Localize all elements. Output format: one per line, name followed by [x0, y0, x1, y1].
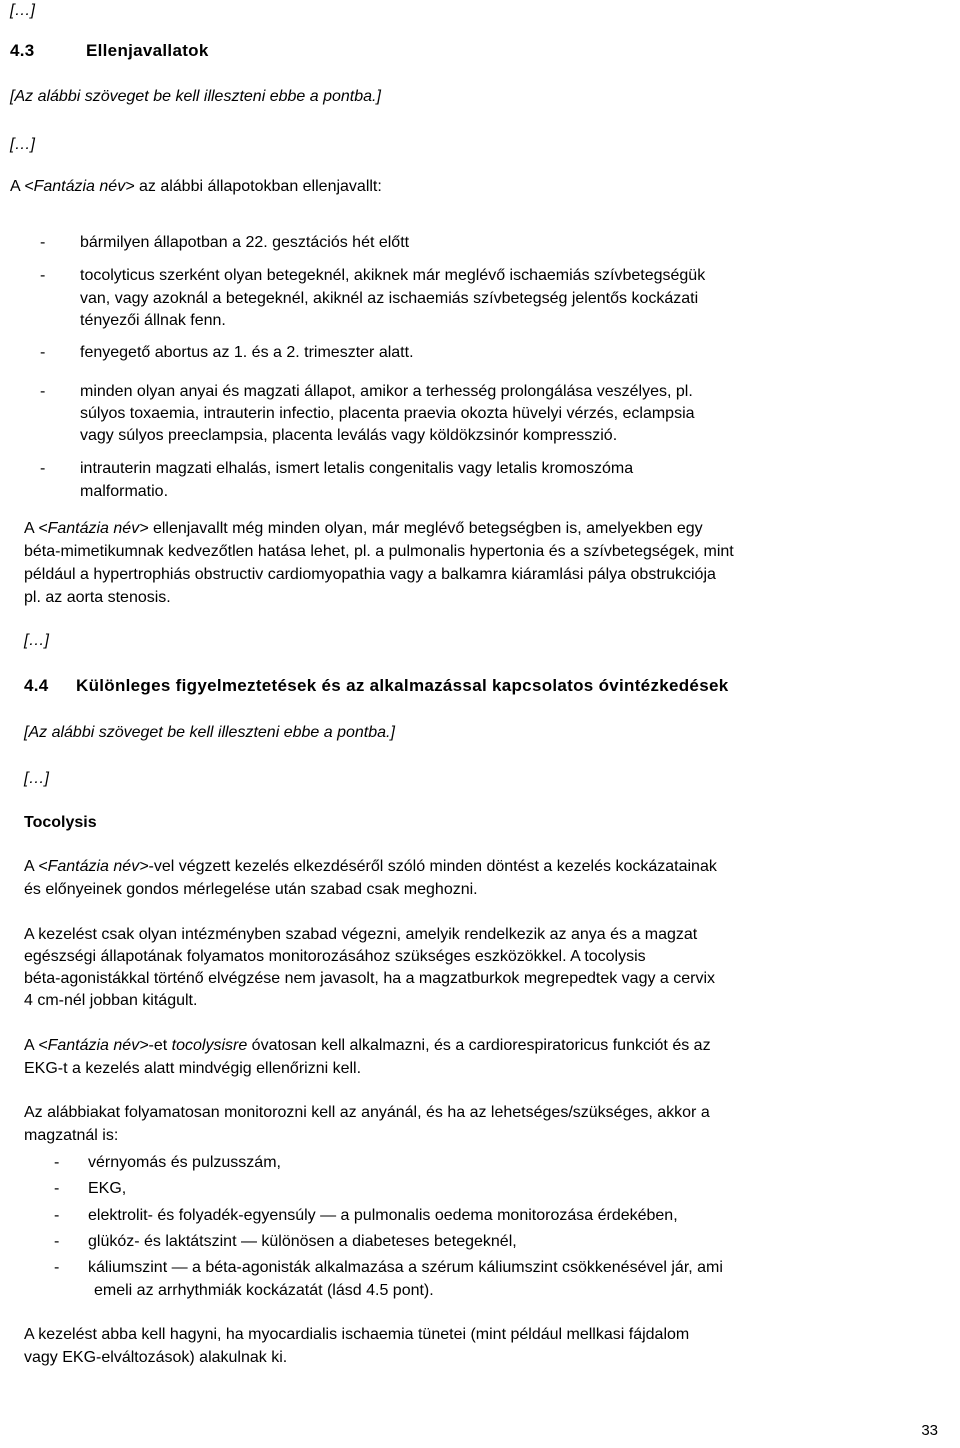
- contraindication-intro: [10, 176, 382, 198]
- bullet-dash: -: [40, 234, 46, 251]
- ellipsis-bottom: […]: [24, 632, 49, 649]
- p1-text: -vel végzett kezelés elkezdéséről szóló minden döntést a kezelés kockázatainak: [148, 858, 717, 875]
- paragraph-line: béta-agonistákkal történő elvégzése nem javasolt, ha a magzatburkok megrepedtek vagy a cervix: [24, 970, 716, 987]
- paragraph-line: például a hypertrophiás obstructiv cardiomyopathia vagy a balkamra kiáramlási pálya obstrukciója: [24, 566, 716, 583]
- contraindication-item-cont: tényezői állnak fenn.: [80, 312, 226, 329]
- monitor-item-cont: emeli az arrhythmiák kockázatát (lásd 4.5 pont).: [94, 1282, 434, 1299]
- paragraph-line: [24, 1035, 711, 1057]
- bullet-dash: -: [40, 383, 46, 400]
- paragraph-line: [24, 518, 703, 540]
- instruction-text: [Az alábbi szöveget be kell illeszteni ebbe a pontba.]: [10, 88, 381, 105]
- contraindication-item-cont: van, vagy azoknál a betegeknél, akiknél az ischaemiás szívbetegség jelentős kockázati: [80, 290, 699, 307]
- p3-text: óvatosan kell alkalmazni, és a cardiorespiratoricus funkciót és az: [247, 1037, 711, 1054]
- ellipsis: […]: [24, 770, 49, 787]
- tocolysis-term: tocolysisre: [171, 1037, 248, 1054]
- paragraph-line: EKG-t a kezelés alatt mindvégig ellenőrizni kell.: [24, 1060, 362, 1077]
- paragraph-line: A kezelést abba kell hagyni, ha myocardialis ischaemia tünetei (mint például mellkasi fájdalom: [24, 1326, 690, 1343]
- bullet-dash: -: [54, 1233, 60, 1250]
- fantasy-name: <Fantázia név>: [38, 858, 149, 875]
- paragraph-line: 4 cm-nél jobban kitágult.: [24, 992, 198, 1009]
- monitor-item: EKG,: [88, 1180, 127, 1197]
- paragraph-line: béta-mimetikumnak kedvezőtlen hatása lehet, pl. a pulmonalis hypertonia és a szívbetegségek, mint: [24, 543, 734, 560]
- section-number-4-4: 4.4: [24, 676, 49, 695]
- paragraph-line: és előnyeinek gondos mérlegelése után szabad csak meghozni.: [24, 881, 478, 898]
- p3-mid: -et: [148, 1037, 172, 1054]
- paragraph-line: Az alábbiakat folyamatosan monitorozni kell az anyánál, és ha az lehetséges/szükséges, akkor a: [24, 1104, 710, 1121]
- intro-suffix: az alábbi állapotokban ellenjavallt:: [134, 178, 382, 195]
- ellipsis: […]: [10, 136, 35, 153]
- bullet-dash: -: [40, 267, 46, 284]
- paragraph-line: vagy EKG-elváltozások) alakulnak ki.: [24, 1349, 288, 1366]
- paragraph-line: magzatnál is:: [24, 1127, 119, 1144]
- contraindication-item: minden olyan anyai és magzati állapot, amikor a terhesség prolongálása veszélyes, pl.: [80, 383, 693, 400]
- bullet-dash: -: [54, 1207, 60, 1224]
- intro-prefix: A: [10, 178, 25, 195]
- fantasy-name: <Fantázia név>: [38, 520, 149, 537]
- bullet-dash: -: [54, 1259, 60, 1276]
- contraindication-item: bármilyen állapotban a 22. gesztációs hét előtt: [80, 234, 410, 251]
- contraindication-item-cont: súlyos toxaemia, intrauterin infectio, placenta praevia okozta hüvelyi vérzés, eclampsia: [80, 405, 695, 422]
- bullet-dash: -: [54, 1180, 60, 1197]
- bullet-dash: -: [40, 344, 46, 361]
- section-title-4-4: Különleges figyelmeztetések és az alkalmazással kapcsolatos óvintézkedések: [76, 676, 729, 695]
- page-number: 33: [921, 1422, 938, 1439]
- paragraph-line: pl. az aorta stenosis.: [24, 589, 171, 606]
- monitor-item: glükóz- és laktátszint — különösen a diabeteses betegeknél,: [88, 1233, 517, 1250]
- ellipsis-top: […]: [10, 2, 35, 19]
- bullet-dash: -: [40, 460, 46, 477]
- monitor-item: káliumszint — a béta-agonisták alkalmazása a szérum káliumszint csökkenésével jár, ami: [88, 1259, 723, 1276]
- contraindication-item: tocolyticus szerként olyan betegeknél, akiknek már meglévő ischaemiás szívbetegségük: [80, 267, 706, 284]
- fantasy-name: <Fantázia név>: [24, 178, 135, 195]
- contraindication-item: intrauterin magzati elhalás, ismert letalis congenitalis vagy letalis kromoszóma: [80, 460, 634, 477]
- contraindication-item-cont: vagy súlyos preeclampsia, placenta leválás vagy köldökzsinór kompresszió.: [80, 427, 618, 444]
- para-text: ellenjavallt még minden olyan, már meglévő betegségben is, amelyekben egy: [148, 520, 703, 537]
- para-prefix: A: [24, 520, 39, 537]
- bullet-dash: -: [54, 1154, 60, 1171]
- paragraph-line: egészségi állapotának folyamatos monitorozásához szükséges eszközökkel. A tocolysis: [24, 948, 646, 965]
- section-number-4-3: 4.3: [10, 41, 35, 60]
- subheading-tocolysis: Tocolysis: [24, 814, 97, 831]
- p3-prefix: A: [24, 1037, 39, 1054]
- contraindication-item-cont: malformatio.: [80, 483, 169, 500]
- paragraph-line: [24, 856, 717, 878]
- p1-prefix: A: [24, 858, 39, 875]
- fantasy-name: <Fantázia név>: [38, 1037, 149, 1054]
- contraindication-item: fenyegető abortus az 1. és a 2. trimeszter alatt.: [80, 344, 414, 361]
- paragraph-line: A kezelést csak olyan intézményben szabad végezni, amelyik rendelkezik az anya és a magzat: [24, 926, 698, 943]
- instruction-text: [Az alábbi szöveget be kell illeszteni ebbe a pontba.]: [24, 724, 395, 741]
- monitor-item: vérnyomás és pulzusszám,: [88, 1154, 281, 1171]
- section-title-4-3: Ellenjavallatok: [86, 41, 209, 60]
- monitor-item: elektrolit- és folyadék-egyensúly — a pulmonalis oedema monitorozása érdekében,: [88, 1207, 678, 1224]
